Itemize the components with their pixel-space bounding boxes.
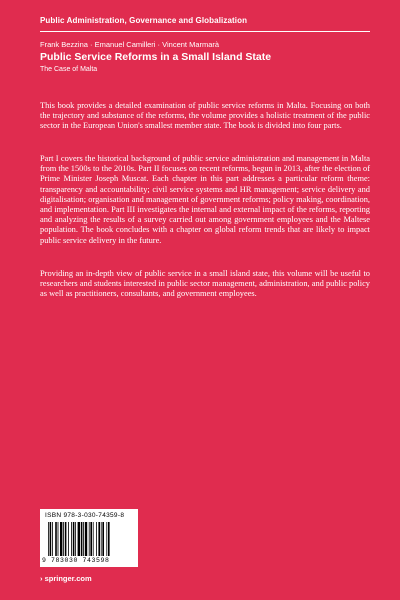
barcode-box — [40, 509, 138, 567]
barcode-stripe — [90, 522, 92, 556]
series-title: Public Administration, Governance and Globalization — [40, 16, 248, 25]
barcode-stripe — [93, 522, 94, 556]
blurb-paragraph-3: Providing an in-depth view of public service in a small island state, this volume will be useful to researchers and students interested in public sector management, administration, and public policy as well as practitioners, consultants, and government employees. — [40, 269, 370, 299]
barcode-stripe — [78, 522, 80, 556]
barcode-stripe — [48, 522, 49, 556]
book-subtitle: The Case of Malta — [40, 66, 98, 73]
blurb-paragraph-1: This book provides a detailed examination of public service reforms in Malta. Focusing on both the trajectory and substance of the reforms, the volume provides a holistic treatment of the public sector in the European Union's smallest member state. The book is divided into four parts. — [40, 101, 370, 131]
barcode-stripe — [106, 522, 107, 556]
barcode-number: 9 783030 743598 — [42, 557, 110, 564]
isbn-label: ISBN 978-3-030-74359-8 — [45, 512, 125, 519]
barcode-stripe — [85, 522, 87, 556]
barcode-stripe — [65, 522, 67, 556]
barcode-stripe — [96, 522, 97, 556]
barcode-stripe — [71, 522, 72, 556]
barcode-stripe — [83, 522, 84, 556]
barcode-stripe — [68, 522, 69, 556]
barcode-stripe — [75, 522, 76, 556]
barcode-stripe — [73, 522, 75, 556]
barcode-stripe — [60, 522, 62, 556]
book-title: Public Service Reforms in a Small Island State — [40, 51, 272, 63]
barcode-stripe — [102, 522, 104, 556]
series-divider — [40, 31, 370, 32]
barcode-stripe — [58, 522, 59, 556]
barcode-icon — [48, 522, 132, 556]
barcode-stripe — [81, 522, 83, 556]
barcode-stripe — [89, 522, 90, 556]
barcode-stripe — [63, 522, 64, 556]
barcode-stripe — [55, 522, 57, 556]
barcode-stripe — [50, 522, 52, 556]
barcode-stripe — [98, 522, 100, 556]
barcode-stripe — [108, 522, 110, 556]
book-authors: Frank Bezzina · Emanuel Camilleri · Vincent Marmarà — [40, 40, 220, 49]
publisher-website[interactable]: › springer.com — [40, 574, 92, 583]
barcode-stripe — [101, 522, 102, 556]
blurb-paragraph-2: Part I covers the historical background of public service administration and management in Malta from the 1500s to the 2010s. Part II focuses on recent reforms, begun in 2013, after the election of Prime Minister Joseph Muscat. Each chapter in this part addresses a particular reform theme: transparency and accountability; civil service systems and HR management; service delivery and digitalisation; organisation and management of government reforms; policy making, coordination, and implementation. Part III investigates the internal and external impact of the reforms, reporting and analyzing the results of a survey carried out among government employees and the Maltese population. The book concludes with a chapter on global reform trends that are likely to impact public service delivery in the future. — [40, 154, 370, 245]
barcode-stripe — [52, 522, 53, 556]
